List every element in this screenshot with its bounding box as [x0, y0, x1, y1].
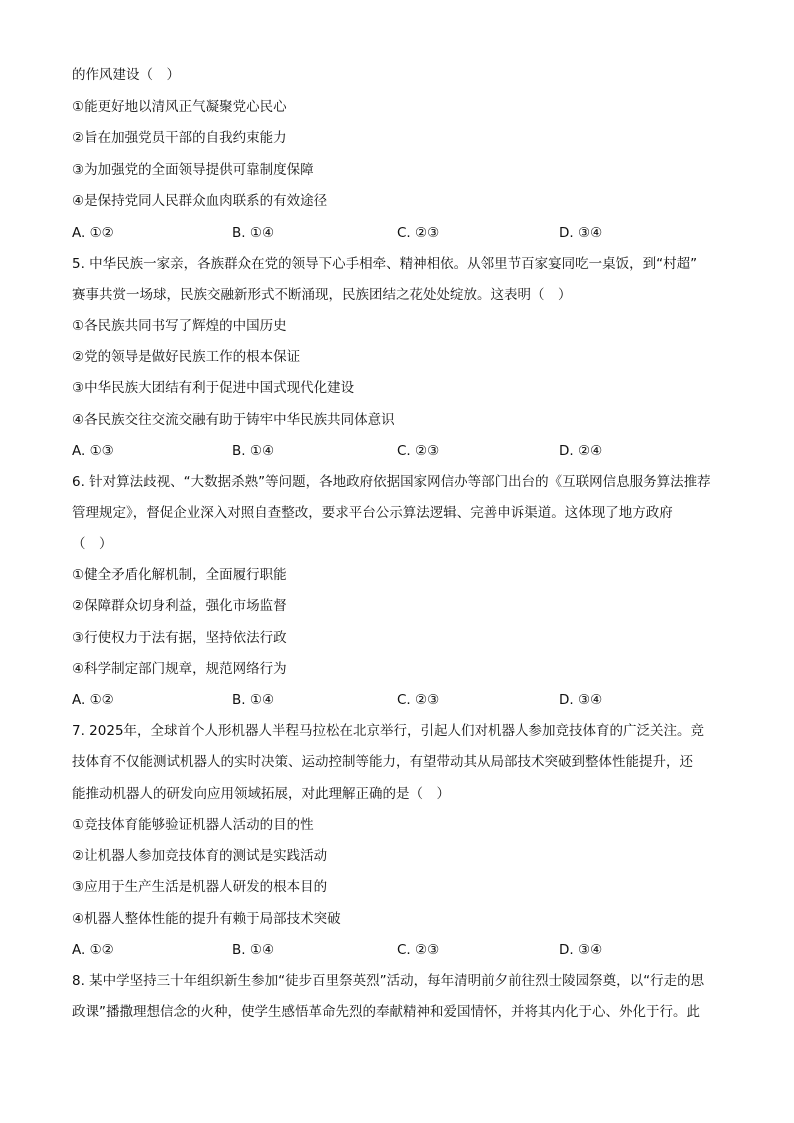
q4-item-1: ①能更好地以清风正气凝聚党心民心 [72, 99, 287, 115]
q7-option-c: C. ②③ [397, 942, 440, 958]
q4-item-2: ②旨在加强党员干部的自我约束能力 [72, 130, 287, 146]
q7-item-3: ③应用于生产生活是机器人研发的根本目的 [72, 879, 328, 895]
q7-stem-line-2: 技体育不仅能测试机器人的实时决策、运动控制等能力，有望带动其从局部技术突破到整体性能提升，还 [72, 754, 693, 770]
q6-item-1: ①健全矛盾化解机制，全面履行职能 [72, 567, 287, 583]
q7-item-2: ②让机器人参加竞技体育的测试是实践活动 [72, 848, 328, 864]
q5-option-b: B. ①④ [232, 443, 275, 459]
q4-item-3: ③为加强党的全面领导提供可靠制度保障 [72, 162, 314, 178]
q7-item-1: ①竞技体育能够验证机器人活动的目的性 [72, 817, 314, 833]
q7-stem-line-1: 7. 2025年，全球首个人形机器人半程马拉松在北京举行，引起人们对机器人参加竞技体育的广泛关注。竞 [72, 723, 705, 739]
q4-option-d: D. ③④ [559, 225, 603, 241]
q5-stem-line-2: 赛事共赏一场球，民族交融新形式不断涌现，民族团结之花处处绽放。这表明（ ） [72, 287, 572, 303]
q5-option-a: A. ①③ [72, 443, 114, 459]
q6-option-a: A. ①② [72, 692, 114, 708]
q5-option-d: D. ②④ [559, 443, 603, 459]
q8-stem-line-1: 8. 某中学坚持三十年组织新生参加“徒步百里祭英烈”活动，每年清明前夕前往烈士陵园祭奠，以“行走的思 [72, 973, 705, 989]
q6-option-c: C. ②③ [397, 692, 440, 708]
q4-option-c: C. ②③ [397, 225, 440, 241]
q6-stem-line-3: （ ） [72, 536, 113, 552]
q4-option-b: B. ①④ [232, 225, 275, 241]
q5-option-c: C. ②③ [397, 443, 440, 459]
q8-stem-line-2: 政课”播撒理想信念的火种，使学生感悟革命先烈的奉献精神和爱国情怀，并将其内化于心、外化于行。此 [72, 1004, 700, 1020]
q6-option-d: D. ③④ [559, 692, 603, 708]
q6-item-3: ③行使权力于法有据，坚持依法行政 [72, 630, 287, 646]
q5-item-4: ④各民族交往交流交融有助于铸牢中华民族共同体意识 [72, 412, 395, 428]
q5-item-2: ②党的领导是做好民族工作的根本保证 [72, 349, 301, 365]
q5-stem-line-1: 5. 中华民族一家亲，各族群众在党的领导下心手相牵、精神相依。从邻里节百家宴同吃一桌饭，到“村超” [72, 256, 698, 272]
q7-option-d: D. ③④ [559, 942, 603, 958]
q4-option-a: A. ①② [72, 225, 114, 241]
q5-item-3: ③中华民族大团结有利于促进中国式现代化建设 [72, 380, 355, 396]
q7-option-b: B. ①④ [232, 942, 275, 958]
q6-item-4: ④科学制定部门规章，规范网络行为 [72, 661, 287, 677]
q6-option-b: B. ①④ [232, 692, 275, 708]
q6-item-2: ②保障群众切身利益，强化市场监督 [72, 598, 287, 614]
q4-stem-end: 的作风建设（ ） [72, 67, 180, 83]
q6-stem-line-2: 管理规定》，督促企业深入对照自查整改，要求平台公示算法逻辑、完善申诉渠道。这体现了地方政府 [72, 505, 673, 521]
q7-option-a: A. ①② [72, 942, 114, 958]
q4-item-4: ④是保持党同人民群众血肉联系的有效途径 [72, 193, 328, 209]
q7-stem-line-3: 能推动机器人的研发向应用领域拓展，对此理解正确的是（ ） [72, 786, 450, 802]
q5-item-1: ①各民族共同书写了辉煌的中国历史 [72, 318, 287, 334]
q6-stem-line-1: 6. 针对算法歧视、“大数据杀熟”等问题，各地政府依据国家网信办等部门出台的《互联网信息服务算法推荐 [72, 474, 711, 490]
q7-item-4: ④机器人整体性能的提升有赖于局部技术突破 [72, 911, 341, 927]
